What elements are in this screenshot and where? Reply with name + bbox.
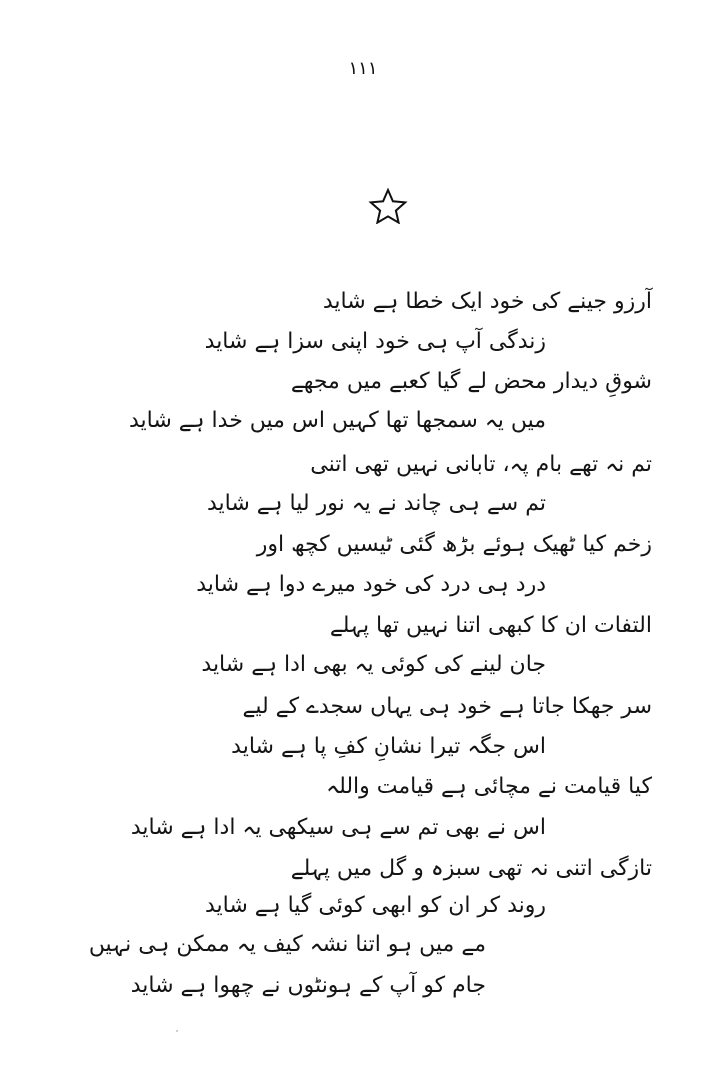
verse-text: روند کر ان کو ابھی کوئی گیا ہے شاید [205, 893, 546, 918]
verse-text: جام کو آپ کے ہونٹوں نے چھوا ہے شاید [130, 973, 486, 998]
verse-line [0, 966, 726, 1006]
verse-line [0, 886, 726, 926]
verse-text: زندگی آپ ہی خود اپنی سزا ہے شاید [204, 329, 546, 354]
verse-text: تازگی اتنی نہ تھی سبزہ و گل میں پہلے [290, 856, 652, 881]
verse-line [0, 282, 726, 322]
verse-line [0, 849, 726, 889]
verse-line [0, 362, 726, 402]
verse-line [0, 808, 726, 848]
verse-line [0, 645, 726, 685]
verse-line [0, 767, 726, 807]
verse-text: اس نے بھی تم سے ہی سیکھی یہ ادا ہے شاید [130, 815, 546, 840]
verse-text: سر جھکا جاتا ہے خود ہی یہاں سجدے کے لیے [242, 694, 652, 719]
verse-text: تم سے ہی چاند نے یہ نور لیا ہے شاید [206, 491, 546, 516]
verse-text: التفات ان کا کبھی اتنا نہیں تھا پہلے [329, 613, 652, 638]
verse-line [0, 525, 726, 565]
verse-line [0, 925, 726, 965]
verse-line [0, 484, 726, 524]
verse-text: شوقِ دیدار محض لے گیا کعبے میں مجھے [290, 369, 652, 394]
verse-text: درد ہی درد کی خود میرے دوا ہے شاید [196, 572, 546, 597]
verse-text: جان لینے کی کوئی یہ بھی ادا ہے شاید [201, 652, 546, 677]
verse-text: اس جگہ تیرا نشانِ کفِ پا ہے شاید [231, 734, 546, 759]
scan-speck [176, 1030, 178, 1032]
verse-text: کیا قیامت نے مچائی ہے قیامت واللہ [326, 774, 652, 799]
verse-line [0, 401, 726, 441]
page-number: ۱۱۱ [348, 58, 378, 79]
star-outline-icon [368, 188, 408, 224]
verse-line [0, 606, 726, 646]
verse-line [0, 687, 726, 727]
verse-line [0, 565, 726, 605]
verse-line [0, 322, 726, 362]
verse-text: زخم کیا ٹھیک ہوئے بڑھ گئی ٹیسیں کچھ اور [256, 532, 652, 557]
verse-text: مے میں ہو اتنا نشہ کیف یہ ممکن ہی نہیں [88, 932, 486, 957]
verse-text: آرزو جینے کی خود ایک خطا ہے شاید [322, 289, 652, 314]
verse-text: میں یہ سمجھا تھا کہیں اس میں خدا ہے شاید [128, 408, 546, 433]
verse-line [0, 727, 726, 767]
verse-text: تم نہ تھے بام پہ، تابانی نہیں تھی اتنی [310, 452, 652, 477]
verse-line [0, 445, 726, 485]
